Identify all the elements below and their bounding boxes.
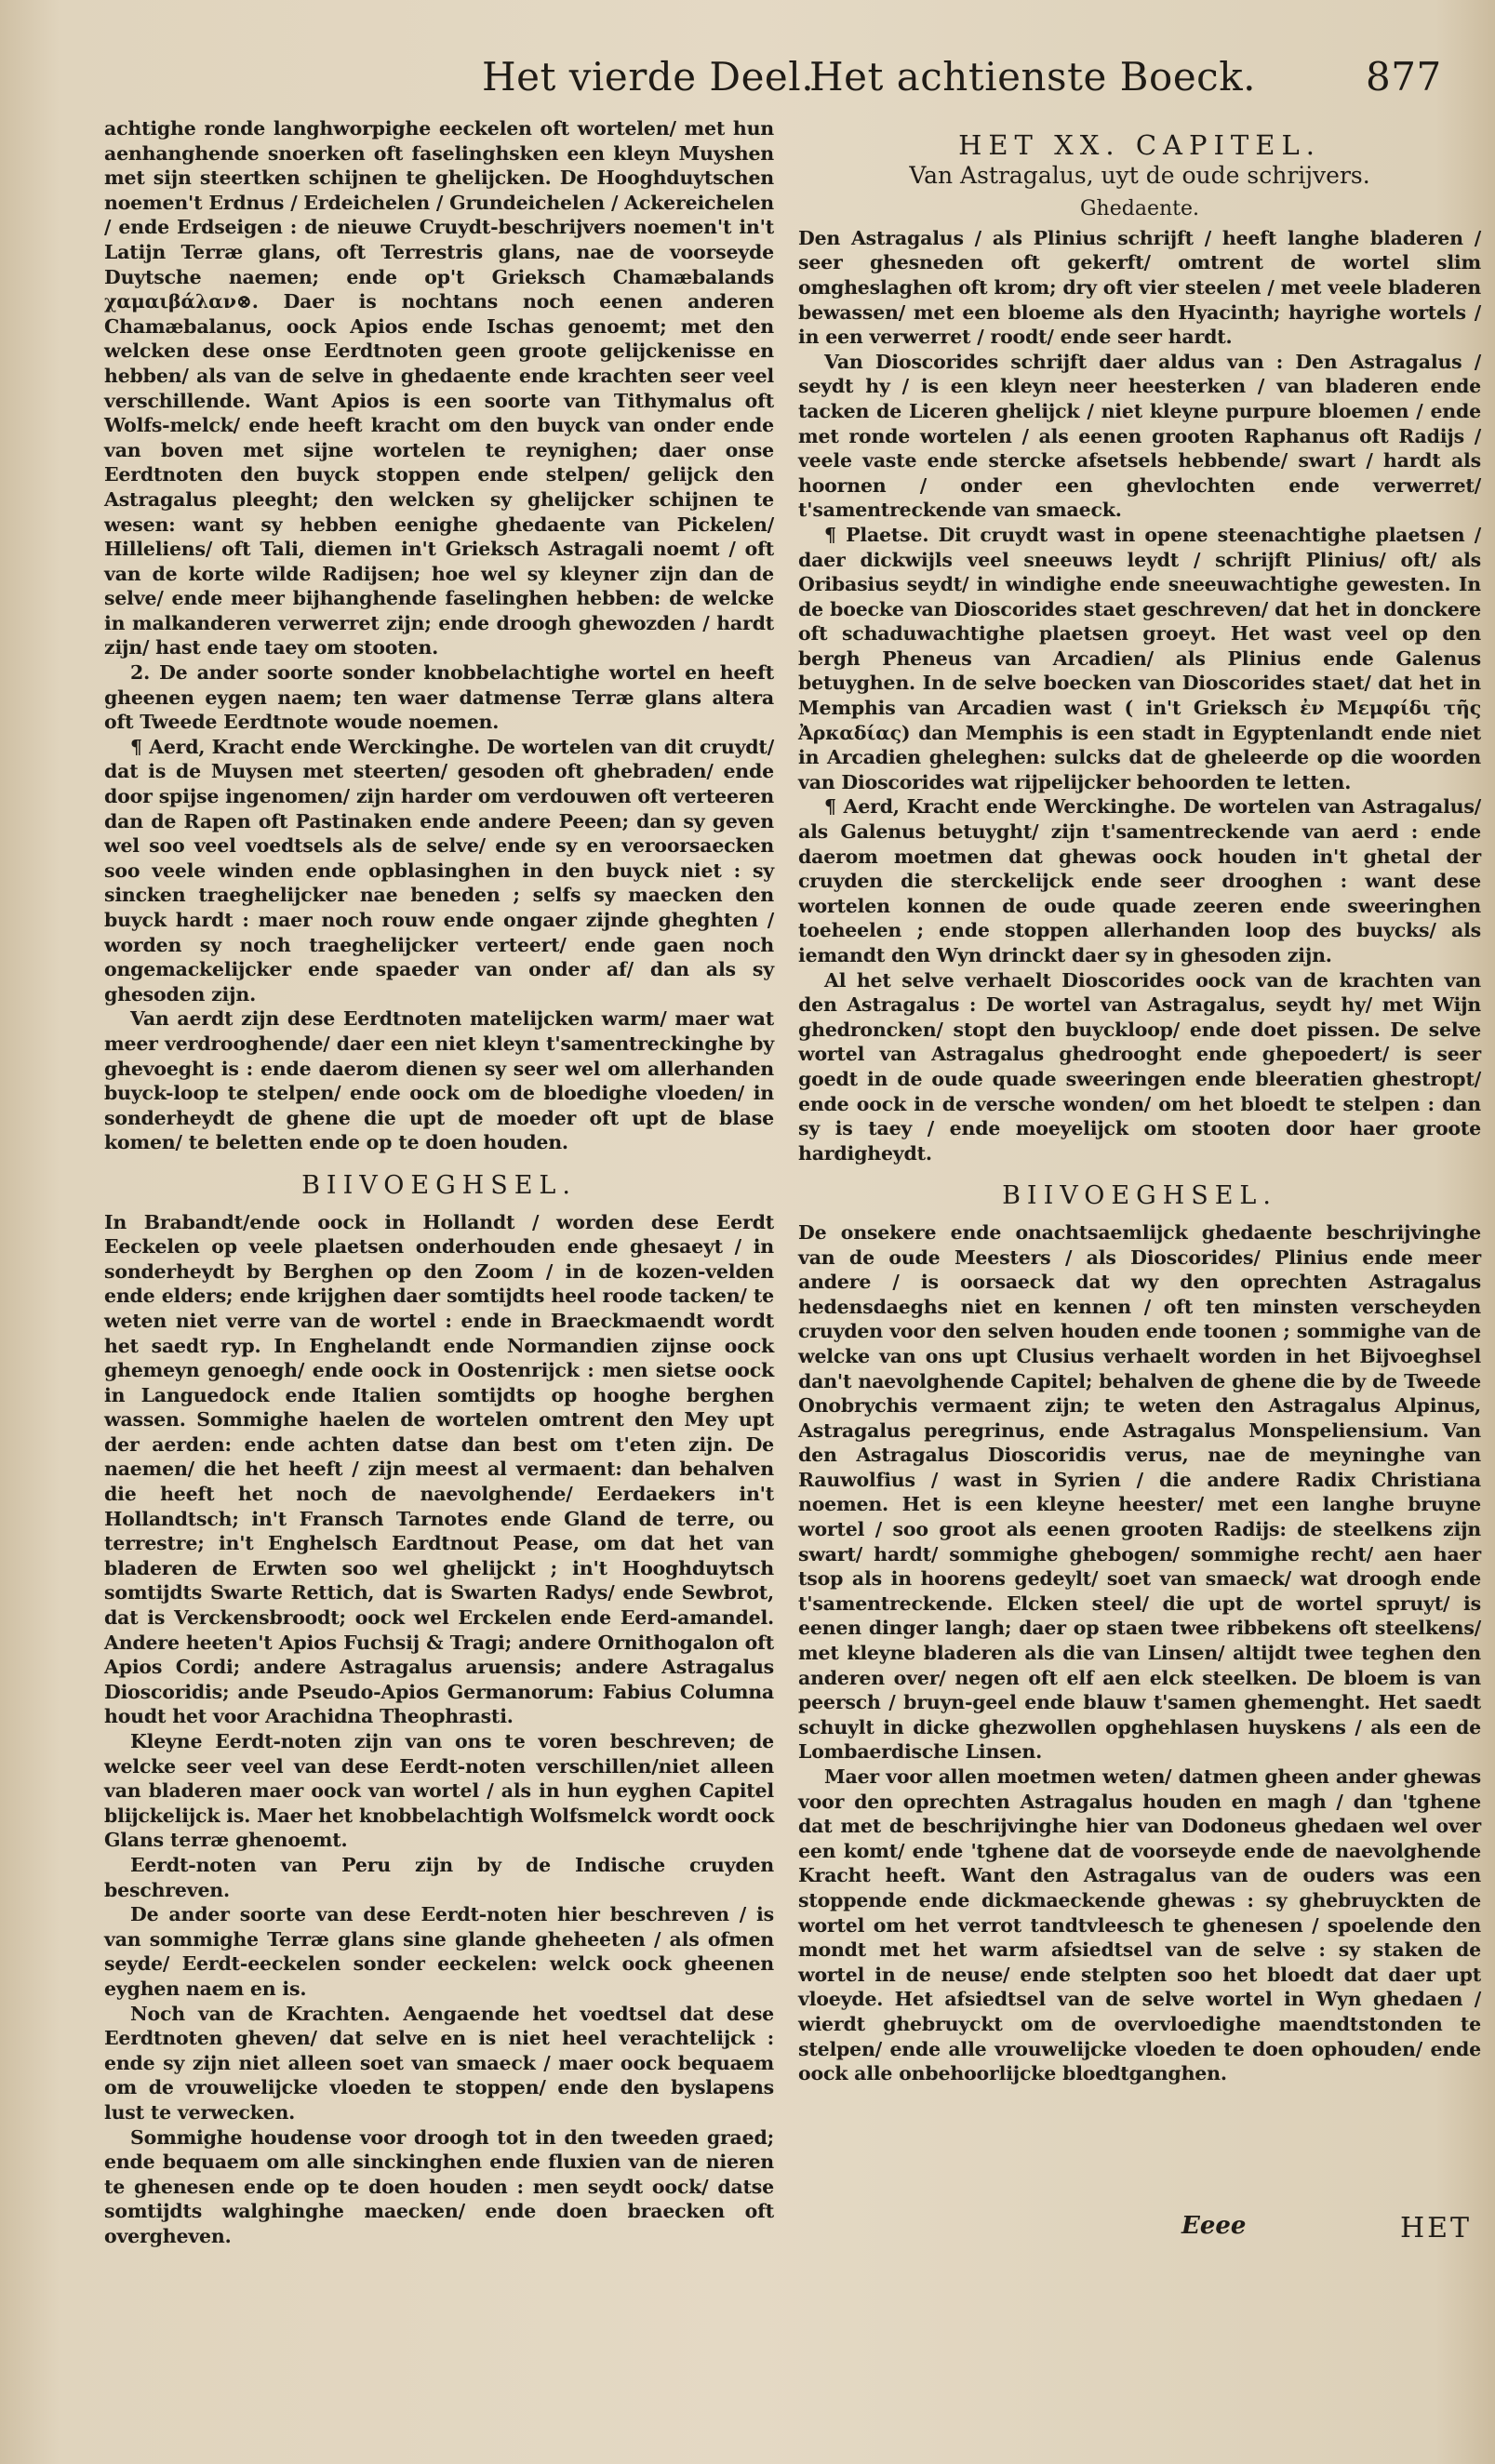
- paragraph: De ander soorte van dese Eerdt-noten hier beschreven / is van sommighe Terræ glans sine glande gheheeten / als ofmen seyde/ Eerdt-eeckelen sonder eeckelen: welck oock gheenen eyghen naem en is.: [104, 1903, 774, 2000]
- left-column: [104, 116, 774, 2248]
- paragraph: Den Astragalus / als Plinius schrijft / heeft langhe bladeren / seer ghesneden oft gekerft/ omtrent de wortel slim omgheslaghen oft krom; dry oft vier steelen / met veele bladeren bewassen/ met een bloeme als den Hyacinth; hayrighe wortels / in een verwerret / roodt/ ende seer hardt.: [798, 226, 1481, 349]
- paragraph: Sommighe houdense voor droogh tot in den tweeden graed; ende bequaem om alle sinckinghen ende fluxien van de nieren te ghenesen ende op te doen houden : men seydt oock/ datse somtijdts walghinghe maecken/ ende doen braecken oft overgheven.: [104, 2125, 774, 2247]
- ghedaente-label: Ghedaente.: [1079, 197, 1199, 221]
- paragraph: Van Dioscorides schrijft daer aldus van : Den Astragalus / seydt hy / is een kleyn neer heesterken / van bladeren ende tacken de Liceren ghelijck / niet kleyne purpure bloemen / ende met ronde wortelen / als eenen grooten Raphanus oft Radijs / veele vaste ende stercke afsetsels hebbende/ swart / hardt als hoornen / onder een ghevlochten ende verwerret/ t'samentreckende van smaeck.: [798, 350, 1481, 522]
- paragraph: Eerdt-noten van Peru zijn by de Indische cruyden beschreven.: [104, 1853, 774, 1901]
- header-part: Het vierde Deel.: [482, 54, 815, 100]
- running-header: [0, 54, 1495, 119]
- section-heading: BIIVOEGHSEL.: [1002, 1181, 1277, 1211]
- chapter-subtitle: Van Astragalus, uyt de oude schrijvers.: [909, 161, 1370, 189]
- header-book: Het achtienste Boeck.: [809, 54, 1257, 100]
- paragraph: Noch van de Krachten. Aengaende het voedtsel dat dese Eerdtnoten gheven/ dat selve en is niet heel verachtelijck : ende sy zijn niet alleen soet van smaeck / maer oock bequaem om de vrouwelijcke vloeden te stoppen/ ende den byslapens lust te verwecken.: [104, 2002, 774, 2124]
- right-column: [798, 116, 1481, 2086]
- paragraph: In Brabandt/ende oock in Hollandt / worden dese Eerdt Eeckelen op veele plaetsen onderhouden ende ghesaeyt / in sonderheydt by Berghen op den Zoom / in de kozen-velden ende elders; ende krijghen daer somtijdts heel roode tacken/ te weten niet verre van de wortel : ende in Braeckmaendt wordt het saedt ryp. In Enghelandt ende Normandien zijnse oock ghemeyn genoegh/ ende oock in Oostenrijck : men sietse oock in Languedock ende Italien somtijdts op hooghe berghen wassen. Sommighe haelen de wortelen omtrent den Mey upt der aerden: ende achten datse dan best om t'eten zijn. De naemen/ die het heeft / zijn meest al vermaent: dan behalven die heeft het noch de naevolghende/ Eerdaekers in't Hollandtsch; in't Fransch Tarnotes ende Gland de terre, ou terrestre; in't Enghelsch Eardtnout Pease, om dat het van bladeren de Erwten soo wel ghelijckt ; in't Hooghduytsch somtijdts Swarte Rettich, dat is Swarten Radys/ ende Sewbrot, dat is Verckensbroodt; oock wel Erckelen ende Eerd-amandel. Andere heeten't Apios Fuchsij & Tragi; andere Ornithogalon oft Apios Cordi; andere Astragalus aruensis; andere Astragalus Dioscoridis; ande Pseudo-Apios Germanorum: Fabius Columna houdt het voor Arachidna Theophrasti.: [104, 1210, 774, 1728]
- section-heading: BIIVOEGHSEL.: [301, 1170, 577, 1200]
- paragraph: De onsekere ende onachtsaemlijck ghedaente beschrijvinghe van de oude Meesters / als Dioscorides/ Plinius ende meer andere / is oorsaeck dat wy den oprechten Astragalus hedensdaeghs niet en kennen / oft ten minsten verscheyden cruyden voor den selven houden ende toonen ; sommighe van de welcke van ons upt Clusius verhaelt worden in het Bijvoeghsel dan't naevolghende Capitel; behalven de ghene die by de Tweede Onobrychis vermaent zijn; te weten den Astragalus Alpinus, Astragalus peregrinus, ende Astragalus Monspeliensium. Van den Astragalus Dioscoridis verus, nae de meyninghe van Rauwolfius / wast in Syrien / die andere Radix Christiana noemen. Het is een kleyne heester/ met een langhe bruyne wortel / soo groot als eenen grooten Radijs: de steelkens zijn swart/ hardt/ sommighe ghebogen/ sommighe recht/ aen haer tsop als in hoorens gedeylt/ soet van smaeck/ wat droogh ende t'samentreckende. Elcken steel/ die upt de wortel spruyt/ is eenen dinger langh; daer op staen twee ribbekens oft steelkens/ met kleyne bladeren als die van Linsen/ altijdt twee teghen den anderen over/ negen oft elf aen elck steelken. De bloem is van peersch / bruyn-geel ende blauw t'samen ghemenght. Het saedt schuylt in dicke ghezwollen opghehlasen huyskens / als een de Lombaerdische Linsen.: [798, 1220, 1481, 1764]
- paragraph: Kleyne Eerdt-noten zijn van ons te voren beschreven; de welcke seer veel van dese Eerdt-noten verschillen/niet alleen van bladeren maer oock van wortel / als in hun eyghen Capitel blijckelijck is. Maer het knobbelachtigh Wolfsmelck wordt oock Glans terræ ghenoemt.: [104, 1730, 774, 1852]
- signature-mark: Eeee: [1181, 2212, 1247, 2240]
- catchword: HET: [1400, 2212, 1473, 2244]
- paragraph: ¶ Aerd, Kracht ende Werckinghe. De wortelen van Astragalus/ als Galenus betuyght/ zijn t'samentreckende van aerd : ende daerom moetmen dat ghewas oock houden in't ghetal der cruyden die sterckelijck ende seer drooghen : want dese wortelen konnen de oude quade zeeren ende sweeringhen toeheelen ; ende stoppen allerhanden loop des buycks/ als iemandt den Wyn drinckt daer sy in ghesoden zijn.: [798, 795, 1481, 966]
- paragraph: ¶ Plaetse. Dit cruydt wast in opene steenachtighe plaetsen / daer dickwijls veel sneeuws leydt / schrijft Plinius/ oft/ als Oribasius seydt/ in windighe ende sneeuwachtighe gewesten. In de boecke van Dioscorides staet geschreven/ dat het in donckere oft schaduwachtighe plaetsen groeyt. Het wast veel op den bergh Pheneus van Arcadien/ als Plinius ende Galenus betuyghen. In de selve boecken van Dioscorides staet/ dat het in Memphis van Arcadien wast ( in't Grieksch ἐν Μεμφίδι τῆς Ἀρκαδίας) dan Memphis is een stadt in Egyptenlandt ende niet in Arcadien gheleghen: sulcks dat de gheleerde op die woorden van Dioscorides wat rijpelijcker behoorden te letten.: [798, 523, 1481, 793]
- paragraph: Van aerdt zijn dese Eerdtnoten matelijcken warm/ maer wat meer verdrooghende/ daer een niet kleyn t'samentreckinghe by ghevoeght is : ende daerom dienen sy seer wel om allerhanden buyck-loop te stelpen/ ende oock om de bloedighe vloeden/ in sonderheydt de ghene die upt de moeder oft upt de blase komen/ te beletten ende op te doen houden.: [104, 1007, 774, 1154]
- paragraph: ¶ Aerd, Kracht ende Werckinghe. De wortelen van dit cruydt/ dat is de Muysen met steerten/ gesoden oft ghebraden/ ende door spijse ingenomen/ zijn harder om verdouwen oft verteeren dan de Rapen oft Pastinaken ende andere Peeen; dan sy geven wel soo veel voedtsels als de selve/ ende sy en veroorsaecken soo veele winden ende opblasinghen in den buyck niet : sy sincken traeghelijcker nae beneden ; selfs sy maecken den buyck hardt : maer noch rouw ende ongaer zijnde gheghten / worden sy noch traeghelijcker verteert/ ende gaen noch ongemackelijcker ende spaeder van onder af/ dan als sy ghesoden zijn.: [104, 735, 774, 1006]
- chapter-title: HET XX. CAPITEL.: [958, 129, 1321, 161]
- paragraph: achtighe ronde langhworpighe eeckelen oft wortelen/ met hun aenhanghende snoerken oft faselinghsken een kleyn Muyshen met sijn steertken schijnen te ghelijcken. De Hooghduytschen noemen't Erdnus / Erdeichelen / Grundeichelen / Ackereichelen / ende Erdseigen : de nieuwe Cruydt-beschrijvers noemen't in't Latijn Terræ glans, oft Terrestris glans, nae de voorseyde Duytsche naemen; ende op't Grieksch Chamæbalands χαμαιβάλαν⊗. Daer is nochtans noch eenen anderen Chamæbalanus, oock Apios ende Ischas genoemt; met den welcken dese onse Eerdtnoten geen groote gelijckenisse en hebben/ als van de selve in ghedaente ende krachten seer veel verschillende. Want Apios is een soorte van Tithymalus oft Wolfs-melck/ ende heeft kracht om den buyck van onder ende van boven met sijne wortelen te reynighen; daer onse Eerdtnoten den buyck stoppen ende stelpen/ gelijck den Astragalus pleeght; den welcken sy ghelijcker schijnen te wesen: want sy hebben eenighe ghedaente van Pickelen/ Hilleliens/ oft Tali, diemen in't Grieksch Astragali noemt / oft van de korte wilde Radijsen; hoe wel sy kleyner zijn dan de selve/ ende meer bijhanghende faselinghen hebben: de welcke in malkanderen verwerret zijn; ende droogh ghewozden / hardt zijn/ hast ende taey om stooten.: [104, 117, 774, 659]
- paragraph: Al het selve verhaelt Dioscorides oock van de krachten van den Astragalus : De wortel van Astragalus, seydt hy/ met Wijn ghedroncken/ stopt den buyckloop/ ende doet pissen. De selve wortel van Astragalus ghedrooght ende ghepoedert/ is seer goedt in de oude quade sweeringen ende bleeratien ghestropt/ ende oock in de versche wonden/ om het bloedt te stelpen : dan sy is taey / ende moeyelijck om stooten door haer groote hardigheydt.: [798, 968, 1481, 1165]
- paragraph: 2. De ander soorte sonder knobbelachtighe wortel en heeft gheenen eygen naem; ten waer datmense Terræ glans altera oft Tweede Eerdtnote woude noemen.: [104, 661, 774, 734]
- page-number: 877: [1366, 54, 1442, 100]
- paragraph: Maer voor allen moetmen weten/ datmen gheen ander ghewas voor den oprechten Astragalus houden en magh / dan 'tghene dat met de beschrijvinghe hier van Dodoneus ghedaen wel over een komt/ ende 'tghene dat de voorseyde ende de naevolghende Kracht heeft. Want den Astragalus van de ouders was een stoppende ende dickmaeckende ghewas : sy ghebruyckten de wortel om het verrot tandtvleesch te ghenesen / spoelende den mondt met het warm afsiedtsel van de selve : sy staken de wortel in de neuse/ ende stelpten soo het bloedt dat daer upt vloeyde. Het afsiedtsel van de selve wortel in Wyn ghedaen / wierdt ghebruyckt om de overvloedighe maendtstonden te stelpen/ ende alle vrouwelijcke vloeden te doen ophouden/ ende oock alle onbehoorlijcke bloedtganghen.: [798, 1765, 1481, 2085]
